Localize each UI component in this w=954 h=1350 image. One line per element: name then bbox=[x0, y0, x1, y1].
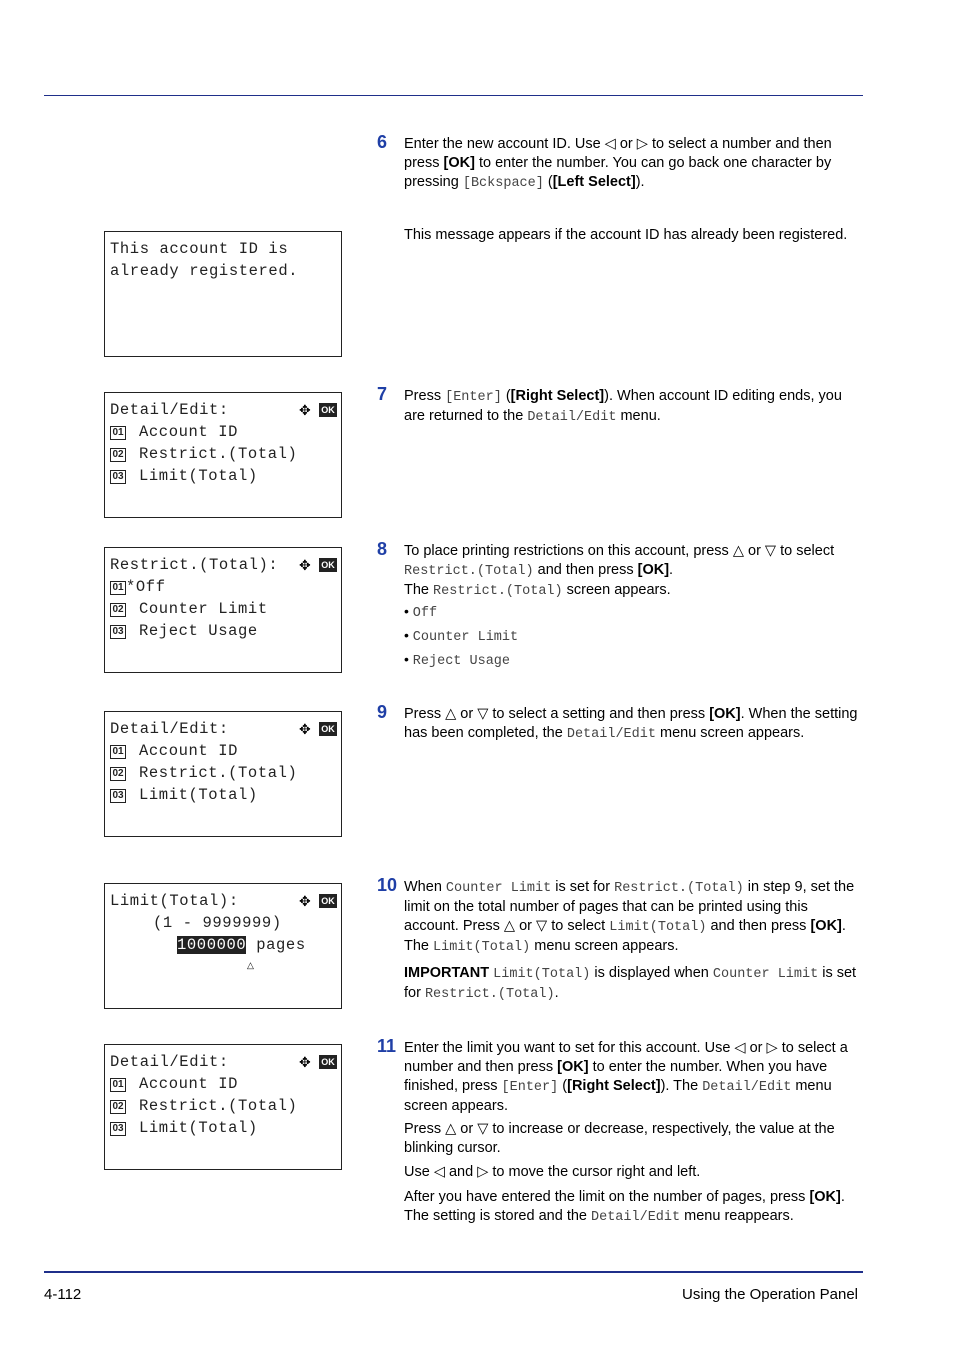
ok-key-icon: OK bbox=[319, 722, 337, 736]
step-number: 8 bbox=[377, 539, 388, 559]
ok-icon bbox=[299, 403, 337, 417]
lcd-item: 03 Limit(Total) bbox=[110, 786, 258, 804]
lcd-detail-edit bbox=[104, 1044, 342, 1170]
cross-arrows-icon: ✥ bbox=[299, 893, 311, 909]
ok-key-icon: OK bbox=[319, 894, 337, 908]
important-note: IMPORTANT Limit(Total) is displayed when Counter Limit is set for Restrict.(Total). bbox=[404, 965, 857, 1002]
ok-icon bbox=[299, 722, 337, 736]
lcd-title: Detail/Edit: bbox=[110, 401, 229, 419]
bullet-item: • Counter Limit bbox=[404, 627, 519, 645]
step-11-increase-text: Press △ or ▽ to increase or decrease, respectively, the value at the blinking cursor. bbox=[404, 1121, 835, 1156]
item-number-icon: 02 bbox=[110, 767, 126, 781]
lcd-item: 03 Limit(Total) bbox=[110, 1119, 258, 1137]
step-6-text: Enter the new account ID. Use ◁ or ▷ to select a number and then press [OK] to enter the number. You can go back one character by pressing [Bckspace] ([Left Select]). bbox=[404, 136, 832, 191]
lcd-item: 01 Account ID bbox=[110, 1075, 238, 1093]
lcd-range: (1 - 9999999) bbox=[153, 914, 282, 932]
lcd-item: 03 Limit(Total) bbox=[110, 467, 258, 485]
ok-key-icon: OK bbox=[319, 403, 337, 417]
ok-icon bbox=[299, 1055, 337, 1069]
item-number-icon: 03 bbox=[110, 625, 126, 639]
step-11-finish-text: After you have entered the limit on the number of pages, press [OK]. The setting is stored and the Detail/Edit menu reappears. bbox=[404, 1189, 845, 1225]
cross-arrows-icon: ✥ bbox=[299, 557, 311, 573]
ok-key-icon: OK bbox=[319, 1055, 337, 1069]
step-9-text: Press △ or ▽ to select a setting and then press [OK]. When the setting has been completed, the Detail/Edit menu screen appears. bbox=[404, 706, 858, 742]
lcd-title: Detail/Edit: bbox=[110, 1053, 229, 1071]
cross-arrows-icon: ✥ bbox=[299, 402, 311, 418]
ok-icon bbox=[299, 558, 337, 572]
section-title: Using the Operation Panel bbox=[682, 1286, 858, 1303]
lcd-limit-total bbox=[104, 883, 342, 1009]
step-7-text: Press [Enter] ([Right Select]). When account ID editing ends, you are returned to the Detail/Edit menu. bbox=[404, 388, 842, 425]
lcd-item: 01 Account ID bbox=[110, 742, 238, 760]
registered-message-note: This message appears if the account ID has already been registered. bbox=[404, 227, 848, 243]
item-number-icon: 03 bbox=[110, 470, 126, 484]
ok-key-icon: OK bbox=[319, 558, 337, 572]
step-number: 9 bbox=[377, 702, 388, 722]
footer-rule bbox=[44, 1271, 863, 1273]
lcd-item: 01 Account ID bbox=[110, 423, 238, 441]
lcd-item: 01 *Off bbox=[110, 578, 166, 596]
item-number-icon: 01 bbox=[110, 581, 126, 595]
lcd-title: Detail/Edit: bbox=[110, 720, 229, 738]
step-number: 7 bbox=[377, 384, 388, 404]
item-number-icon: 01 bbox=[110, 426, 126, 440]
lcd-item: 02 Restrict.(Total) bbox=[110, 1097, 297, 1115]
lcd-registered bbox=[104, 231, 342, 357]
lcd-title: Limit(Total): bbox=[110, 892, 239, 910]
lcd-title: Restrict.(Total): bbox=[110, 556, 279, 574]
lcd-text: already registered. bbox=[110, 262, 299, 280]
lcd-text: This account ID is bbox=[110, 240, 289, 258]
item-number-icon: 03 bbox=[110, 789, 126, 803]
step-11-text: Enter the limit you want to set for this account. Use ◁ or ▷ to select a number and then press [OK] to enter the number. When you have finished, press [Enter] ([Right Select]). The Detail/Edit menu screen appears. bbox=[404, 1040, 848, 1114]
step-8-text: To place printing restrictions on this account, press △ or ▽ to select Restrict.(Total) and then press [OK]. The Restrict.(Total) screen appears. bbox=[404, 543, 835, 599]
item-number-icon: 03 bbox=[110, 1122, 126, 1136]
cross-arrows-icon: ✥ bbox=[299, 721, 311, 737]
step-10-text: When Counter Limit is set for Restrict.(Total) in step 9, set the limit on the total number of pages that can be printed using this account. Press △ or ▽ to select Limit(Total) and then press [OK]. The Limit(Total) menu screen appears. bbox=[404, 879, 855, 955]
bullet-item: • Off bbox=[404, 603, 438, 621]
lcd-value-row bbox=[177, 936, 306, 954]
step-number: 10 bbox=[377, 875, 398, 895]
step-11-cursor-text: Use ◁ and ▷ to move the cursor right and left. bbox=[404, 1164, 701, 1180]
limit-value: 1000000 bbox=[177, 936, 247, 954]
lcd-item: 02 Restrict.(Total) bbox=[110, 445, 297, 463]
lcd-item: 02 Restrict.(Total) bbox=[110, 764, 297, 782]
step-number: 11 bbox=[377, 1036, 397, 1056]
ok-icon bbox=[299, 894, 337, 908]
item-number-icon: 02 bbox=[110, 603, 126, 617]
item-number-icon: 02 bbox=[110, 1100, 126, 1114]
item-number-icon: 02 bbox=[110, 448, 126, 462]
lcd-detail-edit bbox=[104, 711, 342, 837]
header-rule bbox=[44, 95, 863, 96]
step-number: 6 bbox=[377, 132, 388, 152]
lcd-item: 02 Counter Limit bbox=[110, 600, 268, 618]
page-number: 4-112 bbox=[44, 1286, 82, 1303]
bullet-item: • Reject Usage bbox=[404, 651, 511, 669]
limit-unit: pages bbox=[256, 936, 306, 954]
cursor-caret-icon: △ bbox=[247, 960, 254, 970]
lcd-detail-edit bbox=[104, 392, 342, 518]
lcd-restrict-total bbox=[104, 547, 342, 673]
lcd-item: 03 Reject Usage bbox=[110, 622, 258, 640]
cross-arrows-icon: ✥ bbox=[299, 1054, 311, 1070]
item-number-icon: 01 bbox=[110, 1078, 126, 1092]
item-number-icon: 01 bbox=[110, 745, 126, 759]
